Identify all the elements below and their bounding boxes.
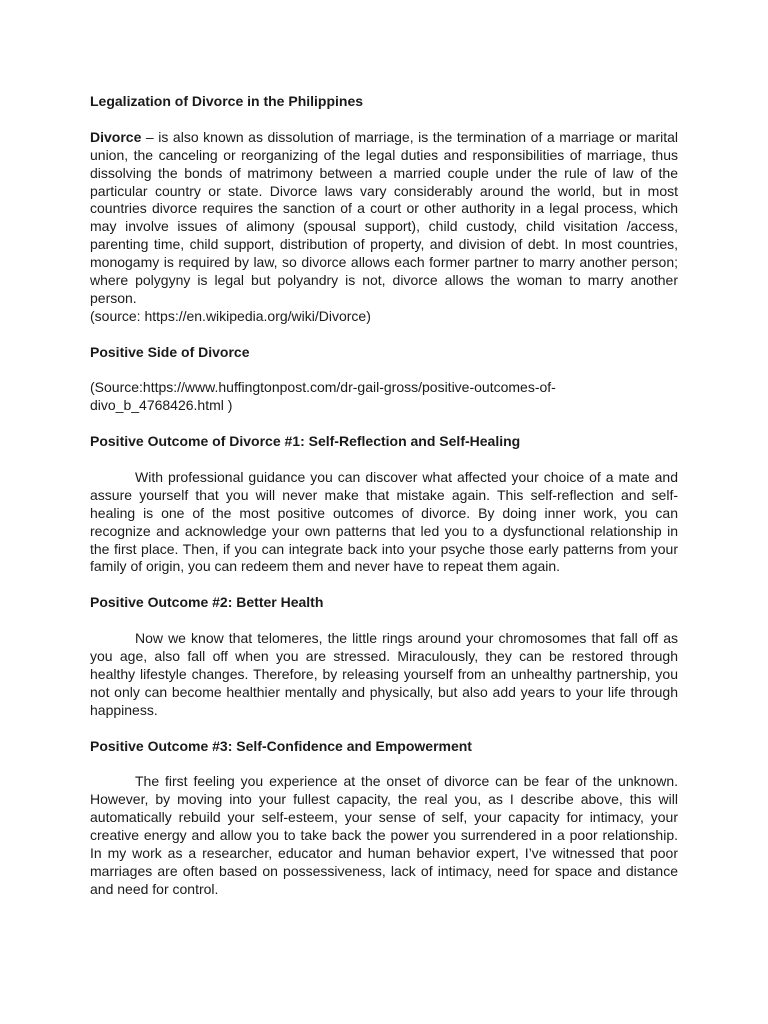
positive-side-heading: Positive Side of Divorce [90, 343, 250, 360]
outcome-2-heading: Positive Outcome #2: Better Health [90, 594, 324, 611]
divorce-definition [90, 129, 678, 308]
outcome-2-body: Now we know that telomeres, the little rings around your chromosomes that fall off as you age, also fall off when you are stressed. Miraculously, they can be restored through healthy lifestyle changes. Therefore, by releasing yourself from an unhealthy partnership, you not only can become healthier mentally and physically, but also add years to your life through happiness. [90, 630, 678, 718]
document-page [90, 93, 678, 899]
spacer [90, 451, 678, 469]
definition-source: (source: https://en.wikipedia.org/wiki/Divorce) [90, 307, 371, 324]
outcome-1-body: With professional guidance you can discover what affected your choice of a mate and assure yourself that you will never make that mistake again. This self-reflection and self-healing is one of the most positive outcomes of divorce. By doing inner work, you can recognize and acknowledge your own patterns that led you to a dysfunctional relationship in the first place. Then, if you can integrate back into your psyche those early patterns from your family of origin, you can redeem them and never have to repeat them again. [90, 468, 678, 575]
definition-body: – is also known as dissolution of marriage, is the termination of a marriage or marital union, the canceling or reorganizing of the legal duties and responsibilities of marriage, thus dissolving the bonds of matrimony between a married couple under the rule of law of the particular country or state. Divorce laws vary considerably around the world, but in most countries divorce requires the sanction of a court or other authority in a legal process, which may involve issues of alimony (spousal support), child custody, child visitation /access, parenting time, child support, distribution of property, and division of debt. In most countries, monogamy is required by law, so divorce allows each former partner to marry another person; where polygyny is legal but polyandry is not, divorce allows the woman to marry another person. [90, 128, 678, 306]
outcome-3-body: The first feeling you experience at the onset of divorce can be fear of the unknown. However, by moving into your fullest capacity, the real you, as I describe above, this will automatically rebuild your self-esteem, your sense of self, your capacity for intimacy, your creative energy and allow you to take back the power you surrendered in a poor relationship. In my work as a researcher, educator and human behavior expert, I’ve witnessed that poor marriages are often based on possessiveness, lack of intimacy, need for space and distance and need for control. [90, 773, 678, 897]
spacer [90, 755, 678, 773]
spacer [90, 612, 678, 630]
definition-term: Divorce [90, 128, 142, 145]
positive-side-source: (Source:https://www.huffingtonpost.com/dr-gail-gross/positive-outcomes-of-divo_b_4768426.html ) [90, 379, 556, 414]
spacer [90, 362, 678, 380]
document-title: Legalization of Divorce in the Philippines [90, 93, 364, 109]
outcome-1-heading: Positive Outcome of Divorce #1: Self-Reflection and Self-Healing [90, 433, 521, 450]
outcome-3-heading: Positive Outcome #3: Self-Confidence and Empowerment [90, 737, 472, 754]
